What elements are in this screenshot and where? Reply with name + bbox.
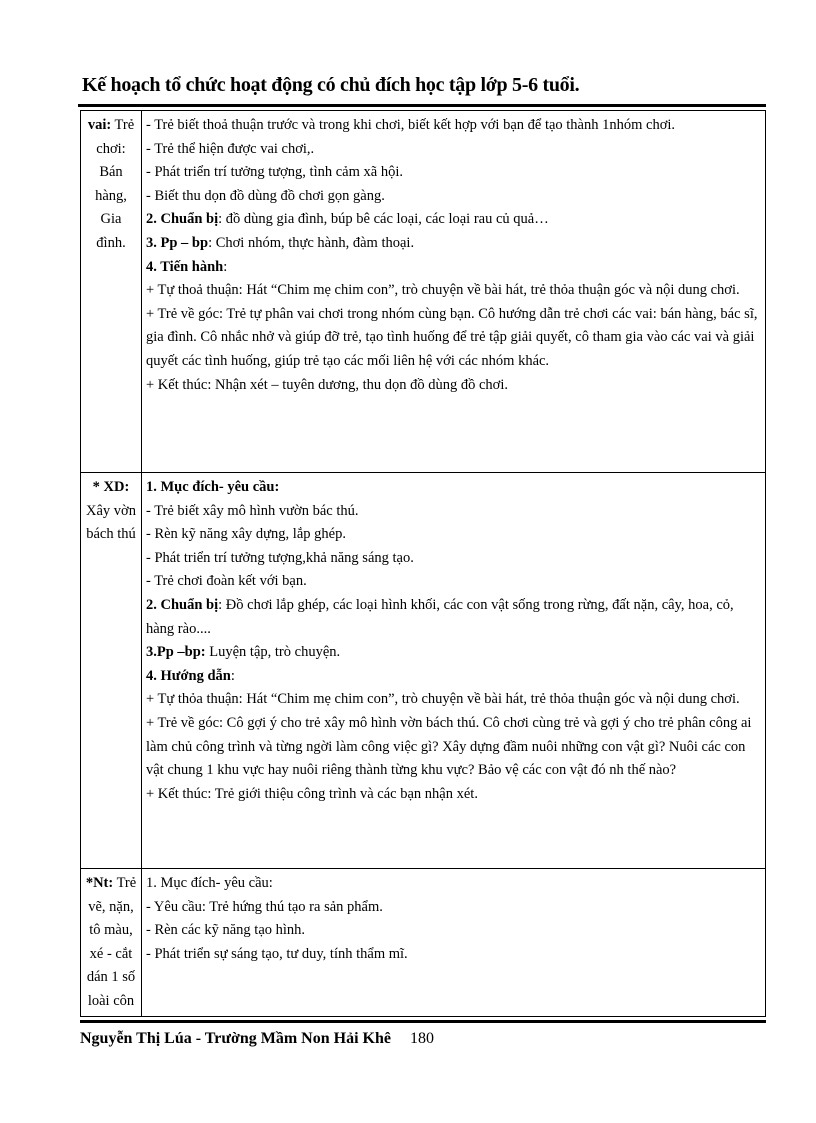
list-item: - Rèn kỹ năng xây dựng, lắp ghép. (146, 526, 346, 543)
activity-text: Trẻ chơi: Bán hàng, Gia đình. (95, 117, 135, 251)
list-item: - Trẻ biết thoả thuận trước và trong khi chơi, biết kết hợp với bạn để tạo thành 1nhóm chơi. (146, 117, 676, 133)
content-cell (142, 869, 766, 1017)
prep-label: 2. Chuẩn bị (146, 211, 219, 228)
activity-cell (81, 869, 142, 1017)
list-item: + Tự thoả thuận: Hát “Chim mẹ chim con”, trò chuyện về bài hát, trẻ thỏa thuận góc và nội dung chơi. (146, 282, 740, 299)
activity-cell (81, 473, 142, 869)
table-row (81, 869, 766, 1017)
prep-line (146, 208, 761, 232)
method-label: 3.Pp –bp: (146, 644, 206, 661)
top-rule (78, 104, 766, 107)
proc-heading (146, 665, 761, 689)
method-text: Luyện tập, trò chuyện. (205, 644, 341, 661)
activity-text: Trẻ vẽ, nặn, tô màu, xé - cắt dán 1 số loài côn (86, 875, 137, 1009)
page-title: Kế hoạch tổ chức hoạt động có chủ đích học tập lớp 5-6 tuổi. (82, 74, 580, 96)
footer-author: Nguyễn Thị Lúa - Trường Mầm Non Hải Khê (80, 1030, 391, 1047)
table-row (81, 473, 766, 869)
activity-plan-table (80, 110, 766, 1017)
proc-heading (146, 256, 761, 280)
goal-heading: 1. Mục đích- yêu cầu: (146, 875, 273, 891)
list-item: - Phát triển trí tưởng tượng, tình cảm xã hội. (146, 164, 403, 181)
list-item: + Trẻ về góc: Cô gợi ý cho trẻ xây mô hình vờn bách thú. Cô chơi cùng trẻ và gợi ý cho trẻ phân công ai làm chủ công trình và từng ngời làm công việc gì? Xây dựng đầm nuôi những con vật gì? Nuôi các con vật chung 1 khu vực hay nuôi riêng thành từng khu vực? Bảo vệ các con vật đó nh thế nào? (146, 714, 752, 779)
list-item: + Tự thỏa thuận: Hát “Chim mẹ chim con”, trò chuyện về bài hát, trẻ thỏa thuận góc và nội dung chơi. (146, 691, 740, 708)
list-item: + Kết thúc: Trẻ giới thiệu công trình và các bạn nhận xét. (146, 785, 478, 802)
prep-text: : Đồ chơi lắp ghép, các loại hình khối, các con vật sống trong rừng, đất nặn, cây, hoa, cỏ, hàng rào.... (146, 596, 734, 637)
prep-label: 2. Chuẩn bị (146, 596, 219, 613)
list-item: + Trẻ về góc: Trẻ tự phân vai chơi trong nhóm cùng bạn. Cô hướng dẫn trẻ chơi các vai: bán hàng, bác sĩ, gia đình. Cô nhắc nhở và giúp đỡ trẻ, tạo tình huống để trẻ tập giải quyết, cô tham gia vào các vai và giải quyết các tình huống, giúp trẻ tạo các mối liên hệ với các nhóm khác. (146, 305, 758, 369)
method-label: 3. Pp – bp (146, 234, 209, 251)
content-cell (142, 111, 766, 473)
list-item: - Trẻ thể hiện được vai chơi,. (146, 140, 315, 157)
content-cell (142, 473, 766, 869)
activity-label: vai: (87, 117, 112, 133)
footer-rule (80, 1020, 766, 1023)
proc-label: 4. Hướng dẫn (146, 667, 231, 684)
activity-label: * XD: (92, 479, 130, 495)
goal-heading: 1. Mục đích- yêu cầu: (146, 479, 280, 495)
proc-label: 4. Tiến hành (146, 258, 224, 275)
prep-line (146, 594, 761, 641)
page-number: 180 (410, 1030, 434, 1047)
activity-cell (81, 111, 142, 473)
list-item: - Yêu cầu: Trẻ hứng thú tạo ra sản phẩm. (146, 898, 383, 915)
proc-colon: : (223, 258, 228, 275)
list-item: - Biết thu dọn đồ dùng đồ chơi gọn gàng. (146, 187, 385, 204)
activity-label: *Nt: (85, 875, 114, 891)
method-line (146, 641, 761, 665)
list-item: - Rèn các kỹ năng tạo hình. (146, 922, 306, 939)
prep-text: : đồ dùng gia đình, búp bê các loại, các loại rau củ quả… (218, 211, 549, 228)
method-line (146, 232, 761, 256)
proc-colon: : (230, 667, 235, 684)
method-text: : Chơi nhóm, thực hành, đàm thoại. (208, 234, 415, 251)
list-item: + Kết thúc: Nhận xét – tuyên dương, thu dọn đồ dùng đồ chơi. (146, 376, 509, 393)
table-row (81, 111, 766, 473)
list-item: - Phát triển trí tưởng tượng,khả năng sáng tạo. (146, 549, 414, 566)
activity-text: Xây vờn bách thú (86, 502, 136, 543)
list-item: - Trẻ chơi đoàn kết với bạn. (146, 573, 307, 590)
list-item: - Phát triển sự sáng tạo, tư duy, tính thẩm mĩ. (146, 945, 408, 962)
list-item: - Trẻ biết xây mô hình vườn bác thú. (146, 502, 359, 519)
